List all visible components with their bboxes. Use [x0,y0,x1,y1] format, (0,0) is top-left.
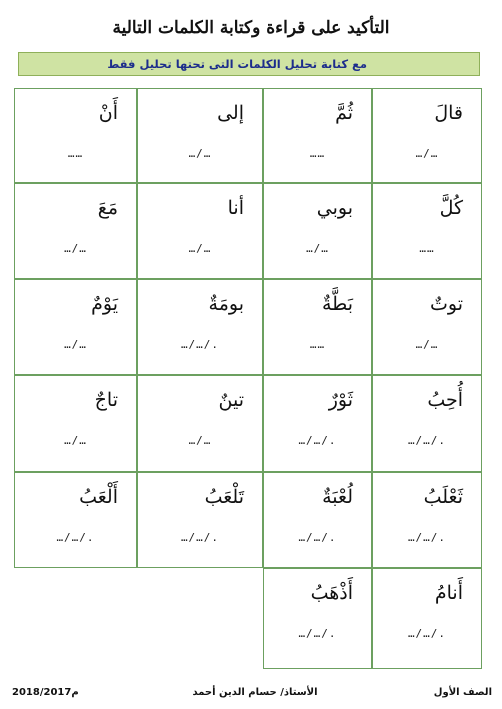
cell-word: ثَعْلَبُ [423,486,463,508]
analysis-blank[interactable]: …/… [306,242,329,255]
word-cell [263,88,372,183]
cell-word: تاجٌ [94,389,118,411]
page-title: التأكيد على قراءة وكتابة الكلمات التالية [112,18,390,38]
cell-word: أَنْ [98,102,118,124]
word-cell [137,88,263,183]
cell-word: تَلْعَبُ [204,486,244,508]
word-cell [14,183,137,279]
cell-word: أنا [227,197,244,219]
word-cell [263,279,372,375]
word-cell [263,375,372,472]
cell-word: بوبي [316,197,353,219]
cell-word: أَلْعَبُ [79,486,118,508]
word-cell [372,279,482,375]
cell-word: مَعَ [97,197,118,219]
word-cell [372,472,482,568]
cell-word: لُعْبَةٌ [322,486,353,508]
cell-word: بومَةٌ [208,293,244,315]
analysis-blank[interactable]: …/…/. [407,531,447,544]
analysis-blank[interactable]: …/…/. [407,434,447,447]
word-cell [372,88,482,183]
cell-word: بَطَّةٌ [321,293,353,315]
cell-word: إلى [217,102,244,124]
analysis-blank[interactable]: …/…/. [56,531,95,544]
word-cell [137,279,263,375]
analysis-blank[interactable]: …/… [188,147,212,160]
word-cell [263,183,372,279]
analysis-blank[interactable]: …… [67,147,84,160]
analysis-blank[interactable]: …/… [415,147,439,160]
cell-word: ثَوْرٌ [328,389,353,411]
word-cell [372,375,482,472]
footer-teacher: الأستاذ/ حسام الدين أحمد [192,687,318,698]
word-cell [372,568,482,669]
word-cell [137,375,263,472]
cell-word: أَنامُ [434,582,463,604]
footer-year: 2018/2017م [12,687,79,698]
analysis-blank[interactable]: …/…/. [298,434,337,447]
analysis-blank[interactable]: …/…/. [298,627,337,640]
analysis-blank[interactable]: …/… [188,434,212,447]
cell-word: قالَ [434,102,463,124]
cell-word: كُلَّ [439,197,463,219]
cell-word: أُحِبُ [427,389,463,411]
analysis-blank[interactable]: …/… [64,434,87,447]
word-cell [263,568,372,669]
analysis-blank[interactable]: …/…/. [407,627,447,640]
analysis-blank[interactable]: …… [419,242,435,255]
cell-word: أَذْهَبُ [310,582,353,604]
cell-word: يَوْمٌ [91,293,118,315]
word-cell [14,88,137,183]
word-cell [14,472,137,568]
analysis-blank[interactable]: …… [309,338,326,351]
footer-grade: الصف الأول [433,687,492,698]
word-cell [137,183,263,279]
analysis-blank[interactable]: …/…/. [180,338,220,351]
word-cell [137,472,263,568]
cell-word: ثُمَّ [335,102,353,124]
analysis-blank[interactable]: …/… [64,338,87,351]
analysis-blank[interactable]: …/… [188,242,212,255]
analysis-blank[interactable]: …/… [64,242,87,255]
analysis-blank[interactable]: …/…/. [180,531,220,544]
word-cell [14,375,137,472]
cell-word: تينٌ [218,389,244,411]
word-cell [14,279,137,375]
word-cell [263,472,372,568]
analysis-blank[interactable]: …/… [415,338,439,351]
cell-word: توتٌ [430,293,463,315]
word-cell [372,183,482,279]
instruction-banner: مع كتابة تحليل الكلمات التى تحتها تحليل فقط [18,52,480,76]
analysis-blank[interactable]: …/…/. [298,531,337,544]
analysis-blank[interactable]: …… [309,147,326,160]
